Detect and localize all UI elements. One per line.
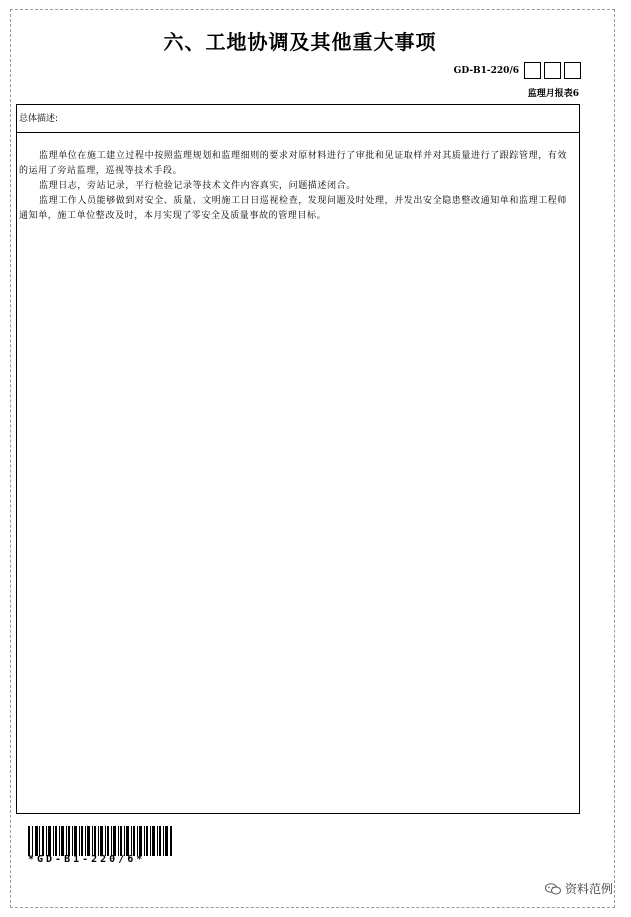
description-paragraph: 监理单位在施工建立过程中按照监理规划和监理细则的要求对原材料进行了审批和见证取样并对其质量进行了跟踪管理，有效的运用了旁站监理，巡视等技术手段。 (19, 151, 568, 176)
form-code: GD-B1-220/6 (453, 65, 519, 76)
form-code-row (454, 62, 581, 79)
description-paragraph: 监理日志，旁站记录，平行检验记录等技术文件内容真实，问题描述闭合。 (39, 181, 356, 191)
description-paragraph: 监理工作人员能够做到对安全、质量、文明施工日日巡视检查，发现问题及时处理，并发出安全隐患整改通知单和监理工程师通知单，施工单位整改及时，本月实现了零安全及质量事故的管理目标。 (19, 196, 568, 221)
watermark (545, 880, 613, 897)
description-body (17, 133, 579, 224)
description-header: 总体描述: (17, 105, 579, 133)
barcode-icon (28, 826, 172, 856)
barcode-text: *GD-B1-220/6* (28, 854, 146, 865)
code-box-2[interactable] (544, 62, 561, 79)
description-frame (16, 104, 580, 814)
wechat-icon (545, 883, 561, 895)
watermark-text: 资料范例 (564, 882, 613, 896)
report-label: 监理月报表6 (527, 89, 579, 99)
page-title: 六、工地协调及其他重大事项 (163, 30, 437, 54)
code-box-1[interactable] (524, 62, 541, 79)
code-box-3[interactable] (564, 62, 581, 79)
